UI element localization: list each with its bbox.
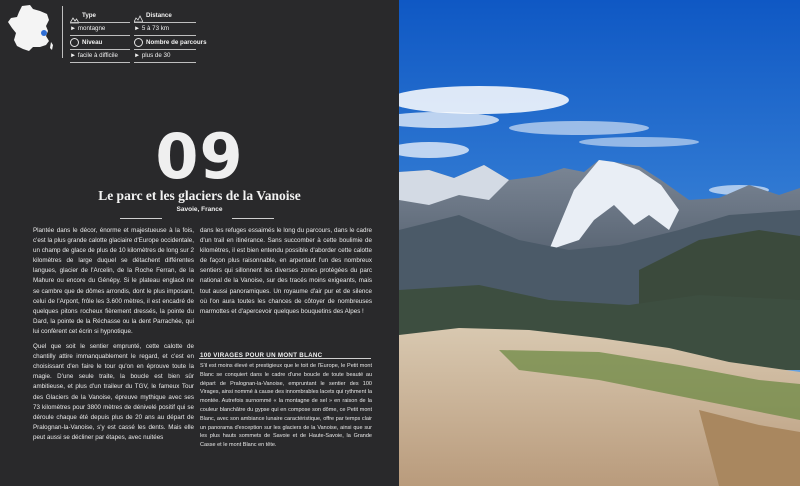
title-rule-right bbox=[232, 218, 274, 219]
vanoise-landscape-image bbox=[399, 0, 800, 486]
title-rule-left bbox=[120, 218, 162, 219]
distance-label: Distance bbox=[146, 12, 172, 19]
paragraph: Quel que soit le sentier emprunté, cette calotte de chantilly attire immanquablement le regard, et c'est en choisissant d'en faire le tour qu'on en éprouve toute la magie. D'une seule traite, la boucle est bien sûr ambitieuse, et plus d'un traileur du TGV, le fameux Tour des Glaciers de la Vanoise, épreuve mythique avec ses 73 kilomètres pour 3800 mètres de dénivelé positif qui se déroule chaque été depuis plus de 20 ans au départ de Pralognan-la-Vanoise, s'y est cassé les dents. Mais elle peut aussi se décliner par étapes, avec nuitées bbox=[33, 343, 194, 441]
routes-value: ► plus de 30 bbox=[134, 52, 171, 59]
chapter-number: 09 bbox=[155, 120, 244, 193]
text-column-2 bbox=[200, 226, 372, 317]
type-label: Type bbox=[82, 12, 96, 19]
sidebar-rule bbox=[199, 358, 371, 359]
type-value: ► montagne bbox=[70, 25, 106, 32]
location-marker-icon bbox=[41, 30, 47, 36]
text-page bbox=[0, 0, 399, 486]
level-icon bbox=[70, 38, 79, 47]
mountain-icon bbox=[70, 11, 79, 20]
france-map bbox=[0, 0, 62, 60]
level-label: Niveau bbox=[82, 39, 103, 46]
level-value: ► facile à difficile bbox=[70, 52, 118, 59]
page-subtitle: Savoie, France bbox=[176, 206, 223, 213]
distance-value: ► 5 à 73 km bbox=[134, 25, 170, 32]
france-map-icon bbox=[0, 0, 62, 60]
routes-icon bbox=[134, 38, 143, 47]
paragraph: Plantée dans le décor, énorme et majestueuse à la fois, c'est la plus grande calotte glaciaire d'Europe occidentale, un champ de glace de plus de 10 kilomètres de long sur 2 kilomètres de large duquel se détachent différentes langues, glacier de l'Arcelin, de la Roche Ferran, de la Mahure ou encore du Génépy. Si le plateau englacé ne se cambre que de dômes arrondis, dont le plus imposant, celui de l'Arpont, frôle les 3.600 mètres, il est encadré de quelques pitons rocheux fièrement dressés, la pointe du Dard, la pointe de la Réchasse ou la dent Parrachée, qui lui confèrent cet écrin si hypnotique. bbox=[33, 227, 194, 335]
paragraph: dans les refuges essaimés le long du parcours, dans le cadre d'un trail en itinérance. Sans succomber à cette boulimie de kilomètres, il est bien entendu possible d'aborder cette calotte de façon plus raisonnable, en arpentant l'un des nombreux sentiers qui sillonnent les diverses zones protégées du parc national de la Vanoise, sur des tracés moins exigeants, mais tout aussi panoramiques. Un royaume d'air pur et de silence où l'on aura toutes les chances de côtoyer de nombreuses marmottes et d'apercevoir quelques bouquetins des Alpes ! bbox=[200, 227, 372, 315]
text-column-1 bbox=[33, 226, 194, 443]
page-title: Le parc et les glaciers de la Vanoise bbox=[98, 188, 301, 203]
sidebar-text: S'il est moins élevé et prestigieux que le toit de l'Europe, le Petit mont Blanc se conquiert dans le cadre d'une boucle de toute beauté au départ de Pralognan-la-Vanoise, empruntant le sentier des 100 Virages, ainsi nommé à cause des innombrables lacets qui rythment la montée. Autrefois surnommé « la montagne de sel » en raison de la couleur blanchâtre du gypse qui en compose son dôme, ce Petit mont Blanc, avec son ambiance lunaire caractéristique, offre par temps clair un panorama d'exception sur les glaciers de la Vanoise, ainsi que sur les plus hauts sommets de Savoie et de Haute-Savoie, la Grande Casse et le mont Blanc en tête. bbox=[200, 363, 373, 449]
distance-icon bbox=[134, 11, 143, 20]
mountain-photo bbox=[399, 0, 800, 486]
sidebar-title: 100 VIRAGES POUR UN MONT BLANC bbox=[200, 352, 323, 359]
routes-label: Nombre de parcours bbox=[146, 39, 207, 46]
